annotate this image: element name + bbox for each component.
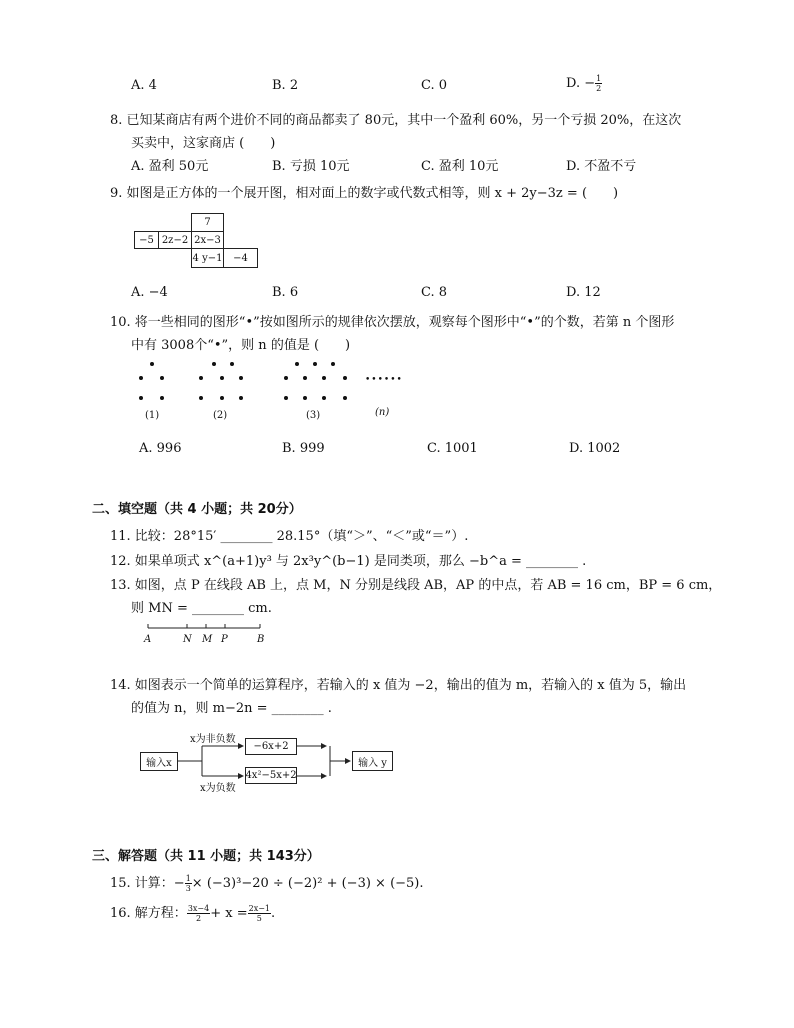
dot bbox=[160, 396, 164, 400]
q9-option-d: D. 12 bbox=[566, 285, 601, 300]
q14-line1: 14. 如图表示一个简单的运算程序，若输入的 x 值为 −2，输出的值为 m，若输入的 x 值为 5，输出 bbox=[110, 678, 687, 693]
q16-prefix: 16. 解方程： bbox=[110, 906, 187, 921]
dot bbox=[220, 376, 224, 380]
q8-option-d: D. 不盈不亏 bbox=[566, 159, 637, 174]
dot bbox=[322, 396, 326, 400]
dot bbox=[322, 376, 326, 380]
frac-den: 5 bbox=[256, 914, 262, 923]
q7-option-c: C. 0 bbox=[421, 78, 448, 93]
section-fill-in-title: 二、填空题（共 4 小题；共 20分） bbox=[92, 502, 302, 517]
q8-option-a: A. 盈利 50元 bbox=[131, 159, 209, 174]
q16-fraction-2 bbox=[248, 904, 271, 923]
q9-option-c: C. 8 bbox=[421, 285, 448, 300]
dot bbox=[199, 396, 203, 400]
q16-fraction-1 bbox=[187, 904, 210, 923]
dot bbox=[343, 396, 347, 400]
net-cell-3: 2x−3 bbox=[191, 231, 224, 249]
q10-option-b: B. 999 bbox=[282, 441, 325, 456]
flow-upper-condition: x为非负数 bbox=[190, 734, 236, 745]
frac-den: 2 bbox=[596, 84, 602, 93]
fig-label-3: (3) bbox=[306, 410, 321, 421]
frac-num: 3x−4 bbox=[187, 904, 210, 913]
frac-den: 2 bbox=[195, 914, 202, 923]
dot bbox=[313, 362, 317, 366]
q10-option-a: A. 996 bbox=[139, 441, 182, 456]
dot bbox=[239, 376, 243, 380]
q13-line2: 则 MN = ________ cm. bbox=[131, 601, 272, 616]
dot bbox=[160, 376, 164, 380]
point-a: A bbox=[144, 634, 152, 645]
dot bbox=[239, 396, 243, 400]
q11: 11. 比较：28°15′ ________ 28.15°（填“＞”、“＜”或“＝”）. bbox=[110, 529, 469, 544]
q10-line2: 中有 3008个“•”，则 n 的值是 ( ) bbox=[131, 338, 351, 353]
fig-label-1: (1) bbox=[145, 410, 160, 421]
q8-line2: 买卖中，这家商店 ( ) bbox=[131, 136, 276, 151]
q7-option-a: A. 4 bbox=[131, 78, 157, 93]
q15 bbox=[110, 872, 424, 893]
dot bbox=[343, 376, 347, 380]
flow-lower-condition: x为负数 bbox=[200, 783, 236, 794]
net-bottom-1: 4 y−1 bbox=[191, 248, 224, 268]
dot bbox=[139, 396, 143, 400]
q7-option-d bbox=[566, 74, 602, 93]
section-answer-title: 三、解答题（共 11 小题；共 143分） bbox=[92, 849, 320, 864]
q9-option-a: A. −4 bbox=[131, 285, 168, 300]
q15-fraction bbox=[185, 874, 192, 893]
q16 bbox=[110, 902, 275, 923]
frac-num: 2x−1 bbox=[248, 904, 271, 913]
dot bbox=[295, 362, 299, 366]
dot bbox=[212, 362, 216, 366]
net-top: 7 bbox=[191, 213, 224, 232]
flow-lower-box: 4x²−5x+2 bbox=[245, 767, 297, 784]
dot bbox=[331, 362, 335, 366]
dot bbox=[303, 396, 307, 400]
q10-option-c: C. 1001 bbox=[427, 441, 478, 456]
q16-end: . bbox=[271, 906, 276, 921]
net-cell-2: 2z−2 bbox=[158, 231, 192, 249]
dot bbox=[150, 362, 154, 366]
frac-num: 1 bbox=[596, 74, 602, 83]
flow-output-box: 输入 y bbox=[352, 751, 393, 771]
q8-option-b: B. 亏损 10元 bbox=[272, 159, 350, 174]
frac-num: 1 bbox=[185, 874, 191, 883]
dot bbox=[139, 376, 143, 380]
q13-line1: 13. 如图，点 P 在线段 AB 上，点 M，N 分别是线段 AB，AP 的中点，若 AB = 16 cm，BP = 6 cm， bbox=[110, 578, 722, 593]
q14-line2: 的值为 n，则 m−2n = ________ . bbox=[131, 701, 332, 716]
q15-rest: × (−3)³−20 ÷ (−2)² + (−3) × (−5). bbox=[191, 876, 424, 891]
q16-mid: + x = bbox=[210, 906, 248, 921]
point-b: B bbox=[257, 634, 265, 645]
dot-ellipsis: •••••• bbox=[365, 375, 403, 385]
q7-option-d-fraction bbox=[595, 74, 602, 93]
fig-label-2: (2) bbox=[213, 410, 228, 421]
q8-option-c: C. 盈利 10元 bbox=[421, 159, 499, 174]
flow-upper-box: −6x+2 bbox=[245, 738, 297, 755]
point-m: M bbox=[202, 634, 213, 645]
q7-option-b: B. 2 bbox=[272, 78, 299, 93]
dot bbox=[284, 396, 288, 400]
q10-line1: 10. 将一些相同的图形“•”按如图所示的规律依次摆放，观察每个图形中“•”的个数，若第 n 个图形 bbox=[110, 315, 675, 330]
point-n: N bbox=[183, 634, 192, 645]
q9-line: 9. 如图是正方体的一个展开图，相对面上的数字或代数式相等，则 x + 2y−3z = ( ) bbox=[110, 186, 619, 201]
point-p: P bbox=[221, 634, 228, 645]
dot bbox=[303, 376, 307, 380]
frac-den: 3 bbox=[185, 884, 191, 893]
q9-option-b: B. 6 bbox=[272, 285, 299, 300]
flow-input-box: 输入x bbox=[140, 752, 178, 771]
dot bbox=[230, 362, 234, 366]
fig-label-n: (n) bbox=[375, 407, 390, 418]
q12: 12. 如果单项式 x^(a+1)y³ 与 2x³y^(b−1) 是同类项，那么 −b^a = ________ . bbox=[110, 554, 587, 569]
q10-option-d: D. 1002 bbox=[569, 441, 621, 456]
net-bottom-2: −4 bbox=[223, 248, 258, 268]
q7-option-d-prefix: D. − bbox=[566, 76, 596, 91]
q15-prefix: 15. 计算：− bbox=[110, 876, 185, 891]
q8-line1: 8. 已知某商店有两个进价不同的商品都卖了 80元，其中一个盈利 60%，另一个亏损 20%，在这次 bbox=[110, 113, 682, 128]
dot bbox=[199, 376, 203, 380]
net-cell-1: −5 bbox=[134, 231, 159, 249]
dot bbox=[284, 376, 288, 380]
dot bbox=[220, 396, 224, 400]
